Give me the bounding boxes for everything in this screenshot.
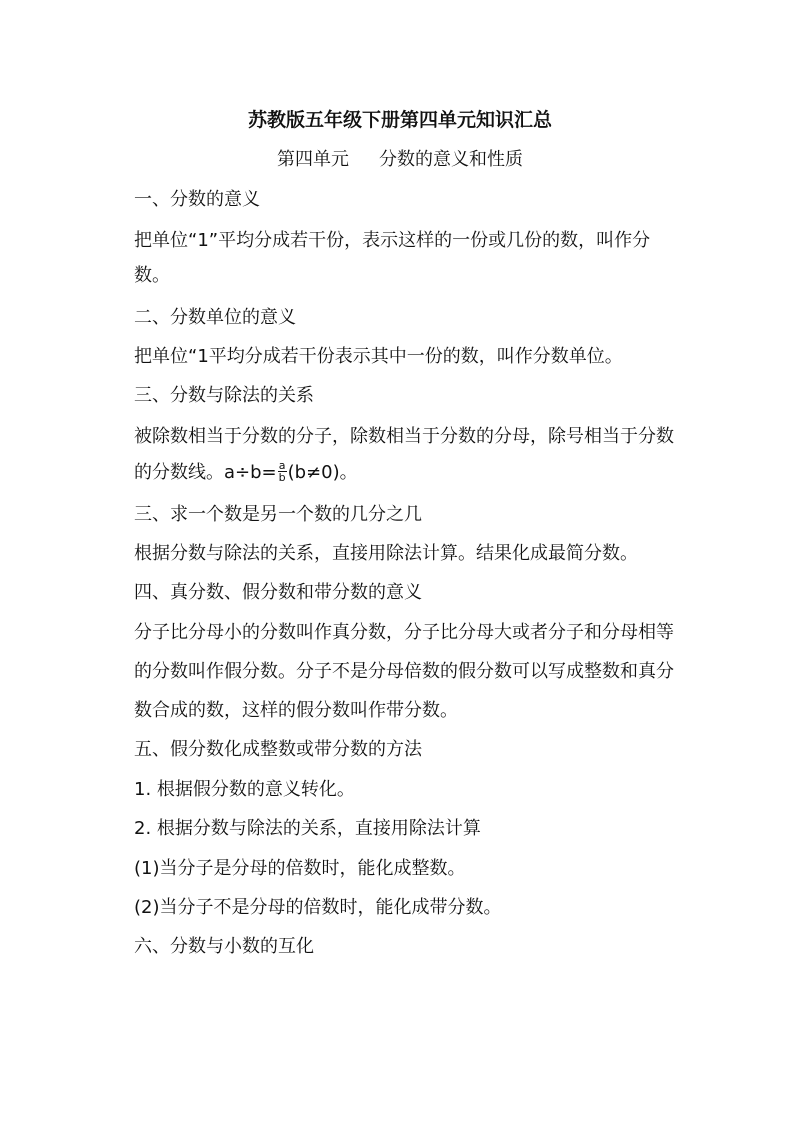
list-item: 1. 根据假分数的意义转化。 [134,779,355,800]
document-title: 苏教版五年级下册第四单元知识汇总 [247,109,552,131]
fraction-numerator: a [278,458,286,472]
section-heading-fraction-of: 三、求一个数是另一个数的几分之几 [134,504,422,525]
fraction [278,460,287,483]
paragraph-line: 把单位“1”平均分成若干份，表示这样的一份或几份的数，叫作分 [134,230,651,251]
formula-suffix: (b≠0)。 [287,462,358,483]
list-sub-item: (1)当分子是分母的倍数时，能化成整数。 [134,858,466,879]
unit-subtitle [0,146,800,174]
paragraph-line: 的分数叫作假分数。分子不是分母倍数的假分数可以写成整数和真分 [134,661,674,682]
section-heading-conversion: 五、假分数化成整数或带分数的方法 [134,739,422,760]
paragraph-line: 根据分数与除法的关系，直接用除法计算。结果化成最简分数。 [134,543,638,564]
paragraph-line: 数。 [134,265,170,286]
formula-prefix: 的分数线。a÷b= [134,462,277,483]
unit-number: 第四单元 [277,149,349,170]
paragraph-line: 数合成的数，这样的假分数叫作带分数。 [134,700,458,721]
paragraph-line: 被除数相当于分数的分子，除数相当于分数的分母，除号相当于分数 [134,426,674,447]
list-item: 2. 根据分数与除法的关系，直接用除法计算 [134,818,481,839]
section-heading-meaning: 一、分数的意义 [134,189,260,210]
section-heading-division: 三、分数与除法的关系 [134,385,314,406]
section-heading-decimal: 六、分数与小数的互化 [134,936,314,957]
section-heading-unit: 二、分数单位的意义 [134,307,296,328]
formula-line [134,459,358,487]
paragraph-line: 把单位“1平均分成若干份表示其中一份的数，叫作分数单位。 [134,346,623,367]
section-heading-fraction-types: 四、真分数、假分数和带分数的意义 [134,582,422,603]
list-sub-item: (2)当分子不是分母的倍数时，能化成带分数。 [134,897,502,918]
paragraph-line: 分子比分母小的分数叫作真分数，分子比分母大或者分子和分母相等 [134,622,674,643]
unit-name: 分数的意义和性质 [379,149,523,170]
fraction-denominator: b [278,470,286,484]
